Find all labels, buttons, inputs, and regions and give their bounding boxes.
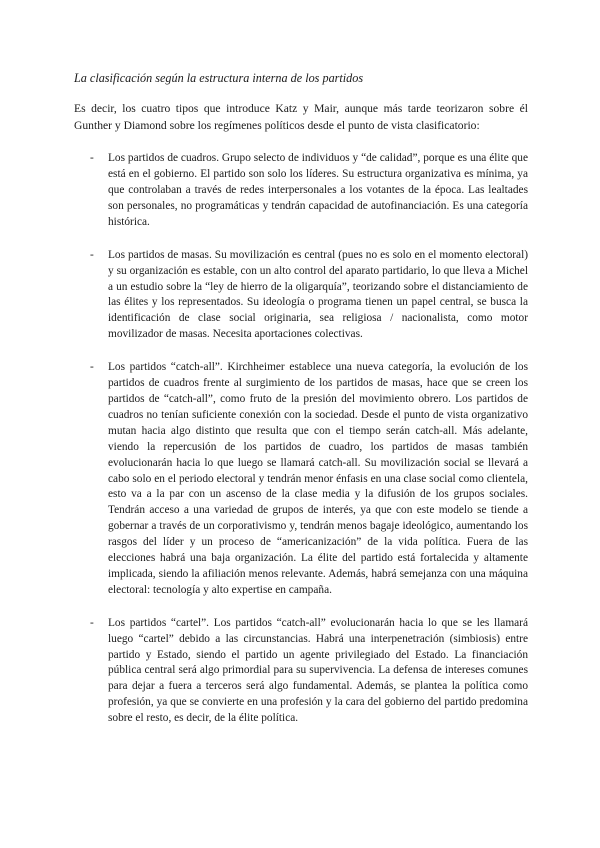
list-item-text: Los partidos “cartel”. Los partidos “catch-all” evolucionarán hacia lo que se les llamará luego “cartel” debido a las circunstancias. Habrá una interpenetración (simbiosis) entre partido y Estado, siendo el partido un agente privilegiado del Estado. La financiación pública central será algo primordial para su supervivencia. La defensa de intereses comunes para dejar a fuera a terceros será algo fundamental. Además, se plantea la política como profesión, ya que se convierte en una profesión y la cara del gobierno del partido predomina sobre el resto, es decir, de la élite política.	[108, 616, 528, 725]
list-item-masas	[74, 248, 528, 343]
bullet-dash: -	[90, 361, 94, 374]
section-heading: La clasificación según la estructura interna de los partidos	[74, 71, 364, 85]
list-item-cartel	[74, 616, 528, 727]
bullet-dash: -	[90, 248, 94, 261]
intro-paragraph: Es decir, los cuatro tipos que introduce Katz y Mair, aunque más tarde teorizaron sobre él Gunther y Diamond sobre los regímenes políticos desde el punto de vista clasificatorio:	[74, 102, 528, 132]
list-item-cuadros	[74, 151, 528, 231]
bullet-dash: -	[90, 616, 94, 629]
list-item-text: Los partidos de masas. Su movilización es central (pues no es solo en el momento electoral) y su organización es estable, con un alto control del aparato partidario, lo que lleva a Michel a un estudio sobre la “ley de hierro de la oligarquía”, teorizando sobre el distanciamiento de las élites y los representados. Su ideología o programa tienen un papel central, se busca la identificación de clase social originaria, sea religiosa / nacionalista, como motor movilizador de masas. Necesita aportaciones colectivas.	[108, 248, 528, 341]
party-types-list	[74, 151, 528, 727]
list-item-catch-all	[74, 360, 528, 599]
bullet-dash: -	[90, 152, 94, 165]
list-item-text: Los partidos “catch-all”. Kirchheimer establece una nueva categoría, la evolución de los partidos de cuadros frente al surgimiento de los partidos de masas, hace que se creen los partidos de “catch-all”, como fruto de la presión del movimiento obrero. Los partidos de cuadros no tenían suficiente conexión con la sociedad. Desde el punto de vista organizativo mutan hacia algo distinto que resulta que con el tiempo serán catch-all. Más adelante, viendo la repercusión de los partidos de cuadro, los partidos de masas también evolucionarán hacia lo que luego se llamará catch-all. Su movilización social se llevará a cabo solo en el periodo electoral y tendrán menor énfasis en una clase social como clientela, esto va a la par con un ascenso de la clase media y la difusión de los grupos sociales. Tendrán acceso a una variedad de grupos de interés, ya que con este modelo se tiende a gobernar a través de un corporativismo y, tendrán menos bagaje ideológico, aumentando los rasgos del líder y un proceso de “americanización” de la vida política. Fuera de las elecciones habrá una baja organización. La élite del partido está fortalecida y altamente implicada, siendo la afiliación menos relevante. Además, habrá semejanza con una máquina electoral: tecnología y alto expertise en campaña.	[108, 361, 528, 596]
list-item-text: Los partidos de cuadros. Grupo selecto de individuos y “de calidad”, porque es una élite que está en el gobierno. El partido son solo los líderes. Su estructura organizativa es mínima, ya que controlaban a través de redes interpersonales a los votantes de la época. Las lealtades son personales, no programáticas y tendrán capacidad de autofinanciación. Es una categoría histórica.	[108, 152, 528, 228]
